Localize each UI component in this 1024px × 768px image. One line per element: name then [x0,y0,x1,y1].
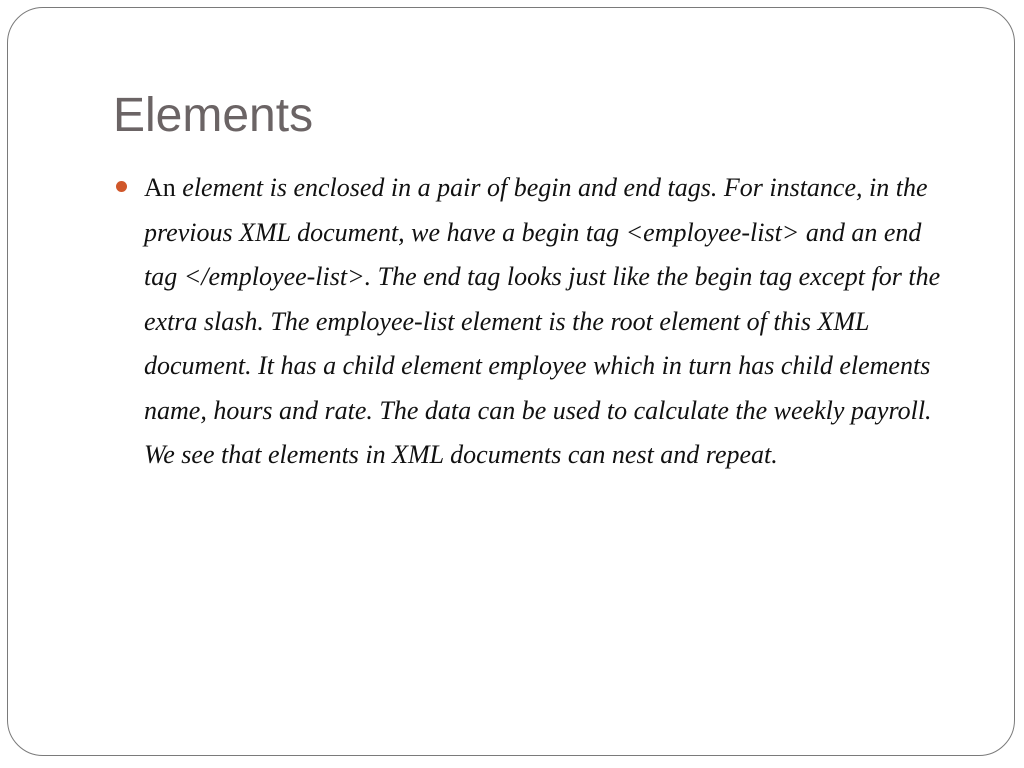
bullet-item [116,166,961,478]
bullet-dot-icon [116,181,127,192]
slide-title: Elements [113,89,314,142]
bullet-lead-word: An [144,173,176,202]
bullet-text: element is enclosed in a pair of begin and end tags. For instance, in the previous XML document, we have a begin tag <employee-list> and an end tag </employee-list>. The end tag looks just like the begin tag except for the extra slash. The employee-list element is the root element of this XML document. It has a child element employee which in turn has child elements name, hours and rate. The data can be used to calculate the weekly payroll. We see that elements in XML documents can nest and repeat. [144,173,941,469]
slide-body [116,166,961,478]
